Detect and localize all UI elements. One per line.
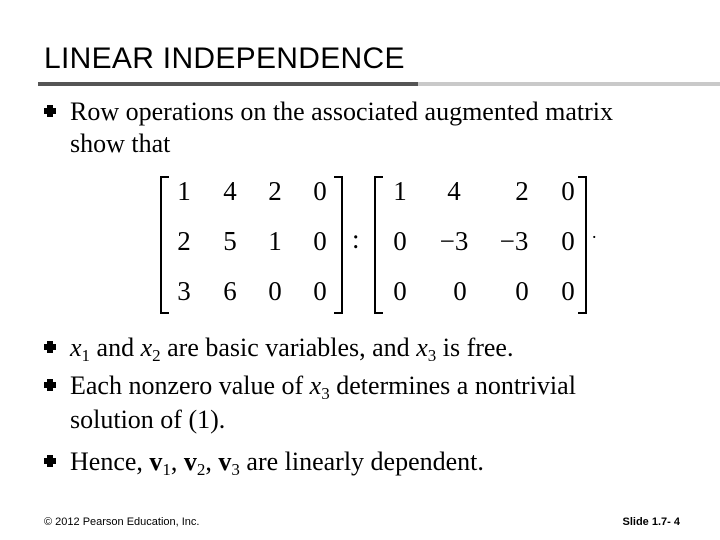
square-bullet-icon: [44, 455, 56, 467]
bullet-conclusion: [44, 446, 684, 480]
subscript: 1: [81, 346, 91, 365]
trailing-period: .: [592, 222, 597, 242]
bullet-text-line-2: solution of (1).: [70, 405, 226, 434]
subscript: 3: [231, 460, 240, 479]
vector-v: v: [149, 447, 163, 476]
subscript: 2: [152, 346, 161, 365]
var-x: x: [70, 333, 82, 362]
subscript: 3: [427, 346, 437, 365]
text-run: ,: [205, 447, 219, 476]
subscript: 1: [162, 460, 171, 479]
matrix-cell: 2: [515, 176, 529, 206]
matrix-cell: 0: [313, 276, 327, 306]
text-run: is free.: [436, 333, 514, 362]
footer-copyright: © 2012 Pearson Education, Inc.: [44, 516, 200, 528]
bullet-nontrivial: [44, 370, 684, 436]
subscript: 2: [196, 460, 206, 479]
text-run: are basic variables, and: [160, 333, 417, 362]
bullet-text: [70, 446, 484, 478]
matrix-cell: 0: [561, 176, 575, 206]
square-bullet-icon: [44, 341, 56, 353]
matrix-cell: 0: [393, 226, 407, 256]
matrix-cell: 3: [177, 276, 191, 306]
text-run: are linearly dependent.: [239, 447, 484, 476]
bullet-text: [70, 370, 576, 402]
matrix-cell: 5: [223, 226, 237, 256]
var-x: x: [140, 333, 153, 362]
vector-v: v: [218, 447, 232, 476]
matrix-cell: 2: [177, 226, 191, 256]
text-run: and: [90, 333, 141, 362]
matrix-cell: 0: [313, 226, 327, 256]
var-x: x: [416, 333, 428, 362]
intro-line-2: show that: [70, 129, 171, 158]
matrix-cell: 4: [223, 176, 237, 206]
text-run: Each nonzero value of: [70, 371, 310, 400]
matrix-cell: 6: [223, 276, 237, 306]
matrix-cell: 1: [393, 176, 407, 206]
matrix-cell: 4: [447, 176, 461, 206]
bullet-basic-variables: [44, 332, 684, 366]
footer-slide-number: Slide 1.7- 4: [622, 516, 680, 528]
matrix-cell: 0: [393, 276, 407, 306]
square-bullet-icon: [44, 379, 56, 391]
matrix-separator: :: [352, 224, 360, 254]
matrix-left: [160, 176, 346, 314]
var-x: x: [309, 371, 322, 400]
matrix-cell: 0: [313, 176, 327, 206]
matrix-right: [374, 176, 590, 314]
intro-line-1: Row operations on the associated augmented matrix: [70, 97, 613, 126]
matrix-cell: −3: [439, 226, 469, 256]
text-run: determines a nontrivial: [329, 371, 576, 400]
bullet-text: [70, 332, 513, 364]
text-run: Hence,: [70, 447, 150, 476]
matrix-cell: 1: [268, 226, 282, 256]
matrix-cell: 0: [453, 276, 467, 306]
matrix-cell: 0: [561, 226, 575, 256]
matrix-cell: 1: [177, 176, 191, 206]
vector-v: v: [183, 447, 197, 476]
matrix-cell: 0: [268, 276, 282, 306]
subscript: 3: [321, 384, 330, 403]
matrix-cell: 0: [561, 276, 575, 306]
matrix-cell: 2: [268, 176, 282, 206]
matrix-cell: −3: [499, 226, 529, 256]
slide-title: LINEAR INDEPENDENCE: [44, 42, 405, 75]
text-run: ,: [170, 447, 184, 476]
matrix-cell: 0: [515, 276, 529, 306]
